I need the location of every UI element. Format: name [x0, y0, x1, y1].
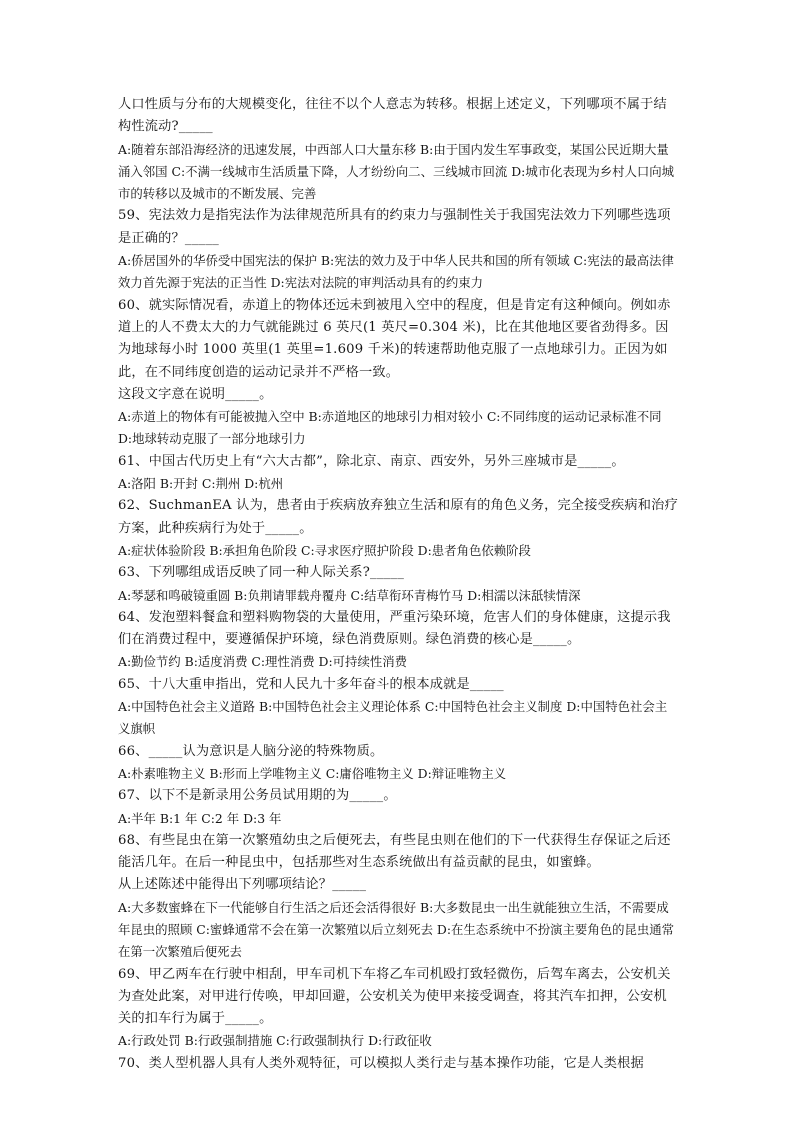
- question-text: 66、_____认为意识是人脑分泌的特殊物质。: [118, 743, 384, 759]
- question-text: 63、下列哪组成语反映了同一种人际关系?_____: [118, 565, 405, 581]
- question-text: 60、就实际情况看，赤道上的物体还远未到被甩入空中的程度，但是肯定有这种倾向。例如赤道上的人不费太大的力气就能跳过 6 英尺(1 英尺=0.304 米)，比在其他地区要省劲得多。因为地球每小时 1000 英里(1 英里=1.609 千米)的转速帮助他克服了一点地球引力。正因为如此，在不同纬度创造的运动记录并不严格一致。: [118, 297, 671, 380]
- answer-options: A:半年 B:1 年 C:2 年 D:3 年: [118, 810, 282, 826]
- question-text: 68、有些昆虫在第一次繁殖幼虫之后便死去，有些昆虫则在他们的下一代获得生存保证之后还能活几年。在后一种昆虫中，包括那些对生态系统做出有益贡献的昆虫，如蜜蜂。: [118, 832, 671, 871]
- question-text: 这段文字意在说明_____。: [118, 386, 273, 402]
- question-text: 65、十八大重申指出，党和人民九十多年奋斗的根本成就是_____: [118, 676, 504, 692]
- question-text: 人口性质与分布的大规模变化，往往不以个人意志为转移。根据上述定义，下列哪项不属于结构性流动?_____: [118, 97, 667, 135]
- question-text: 从上述陈述中能得出下列哪项结论？_____: [118, 877, 367, 893]
- answer-options: A:朴素唯物主义 B:形而上学唯物主义 C:庸俗唯物主义 D:辩证唯物主义: [118, 765, 507, 781]
- question-text: 59、宪法效力是指宪法作为法律规范所具有的约束力与强制性关于我国宪法效力下列哪些选项是正确的？_____: [118, 208, 671, 246]
- answer-options: A:行政处罚 B:行政强制措施 C:行政强制执行 D:行政征收: [118, 1033, 432, 1049]
- answer-options: A:随着东部沿海经济的迅速发展，中西部人口大量东移 B:由于国内发生军事政变，某国公民近期大量涌入邻国 C:不满一线城市生活质量下降，人才纷纷向二、三线城市回流 D:城市化表现为乡村人口向城市的转移以及城市的不断发展、完善: [118, 141, 675, 202]
- answer-options: A:勤俭节约 B:适度消费 C:理性消费 D:可持续性消费: [118, 654, 408, 670]
- answer-options: A:症状体验阶段 B:承担角色阶段 C:寻求医疗照护阶段 D:患者角色依赖阶段: [118, 542, 531, 558]
- answer-options: A:侨居国外的华侨受中国宪法的保护 B:宪法的效力及于中华人民共和国的所有领域 C:宪法的最高法律效力首先源于宪法的正当性 D:宪法对法院的审判活动具有的约束力: [118, 253, 674, 291]
- question-text: 64、发泡塑料餐盒和塑料购物袋的大量使用，严重污染环境，危害人们的身体健康，这提示我们在消费过程中，要遵循保护环境，绿色消费原则。绿色消费的核心是_____。: [118, 609, 671, 648]
- question-text: 70、类人型机器人具有人类外观特征，可以模拟人类行走与基本操作功能，它是人类根据: [118, 1055, 644, 1071]
- question-text: 67、以下不是新录用公务员试用期的为_____。: [118, 788, 397, 804]
- question-text: 61、中国古代历史上有“六大古都”，除北京、南京、西安外，另外三座城市是_____。: [118, 453, 625, 469]
- answer-options: A:大多数蜜蜂在下一代能够自行生活之后还会活得很好 B:大多数昆虫一出生就能独立生活，不需要成年昆虫的照顾 C:蜜蜂通常不会在第一次繁殖以后立刻死去 D:在生态系统中不扮演主要角色的昆虫通常在第一次繁殖后便死去: [118, 899, 675, 960]
- answer-options: A:琴瑟和鸣破镜重圆 B:负荆请罪载舟覆舟 C:结草衔环青梅竹马 D:相濡以沫舐犊情深: [118, 587, 581, 603]
- answer-options: A:洛阳 B:开封 C:荆州 D:杭州: [118, 476, 284, 492]
- question-text: 62、SuchmanEA 认为，患者由于疾病放弃独立生活和原有的角色义务，完全接受疾病和治疗方案，此种疾病行为处于_____。: [118, 498, 678, 536]
- answer-options: A:中国特色社会主义道路 B:中国特色社会主义理论体系 C:中国特色社会主义制度 D:中国特色社会主义旗帜: [118, 699, 668, 737]
- document-body: [118, 94, 678, 1075]
- answer-options: A:赤道上的物体有可能被抛入空中 B:赤道地区的地球引力相对较小 C:不同纬度的运动记录标准不同 D:地球转动克服了一部分地球引力: [118, 409, 662, 447]
- question-text: 69、甲乙两车在行驶中相刮，甲车司机下车将乙车司机殴打致轻微伤，后驾车离去，公安机关为查处此案，对甲进行传唤，甲却回避，公安机关为使甲来接受调查，将其汽车扣押，公安机关的扣车行为属于_____。: [118, 966, 671, 1027]
